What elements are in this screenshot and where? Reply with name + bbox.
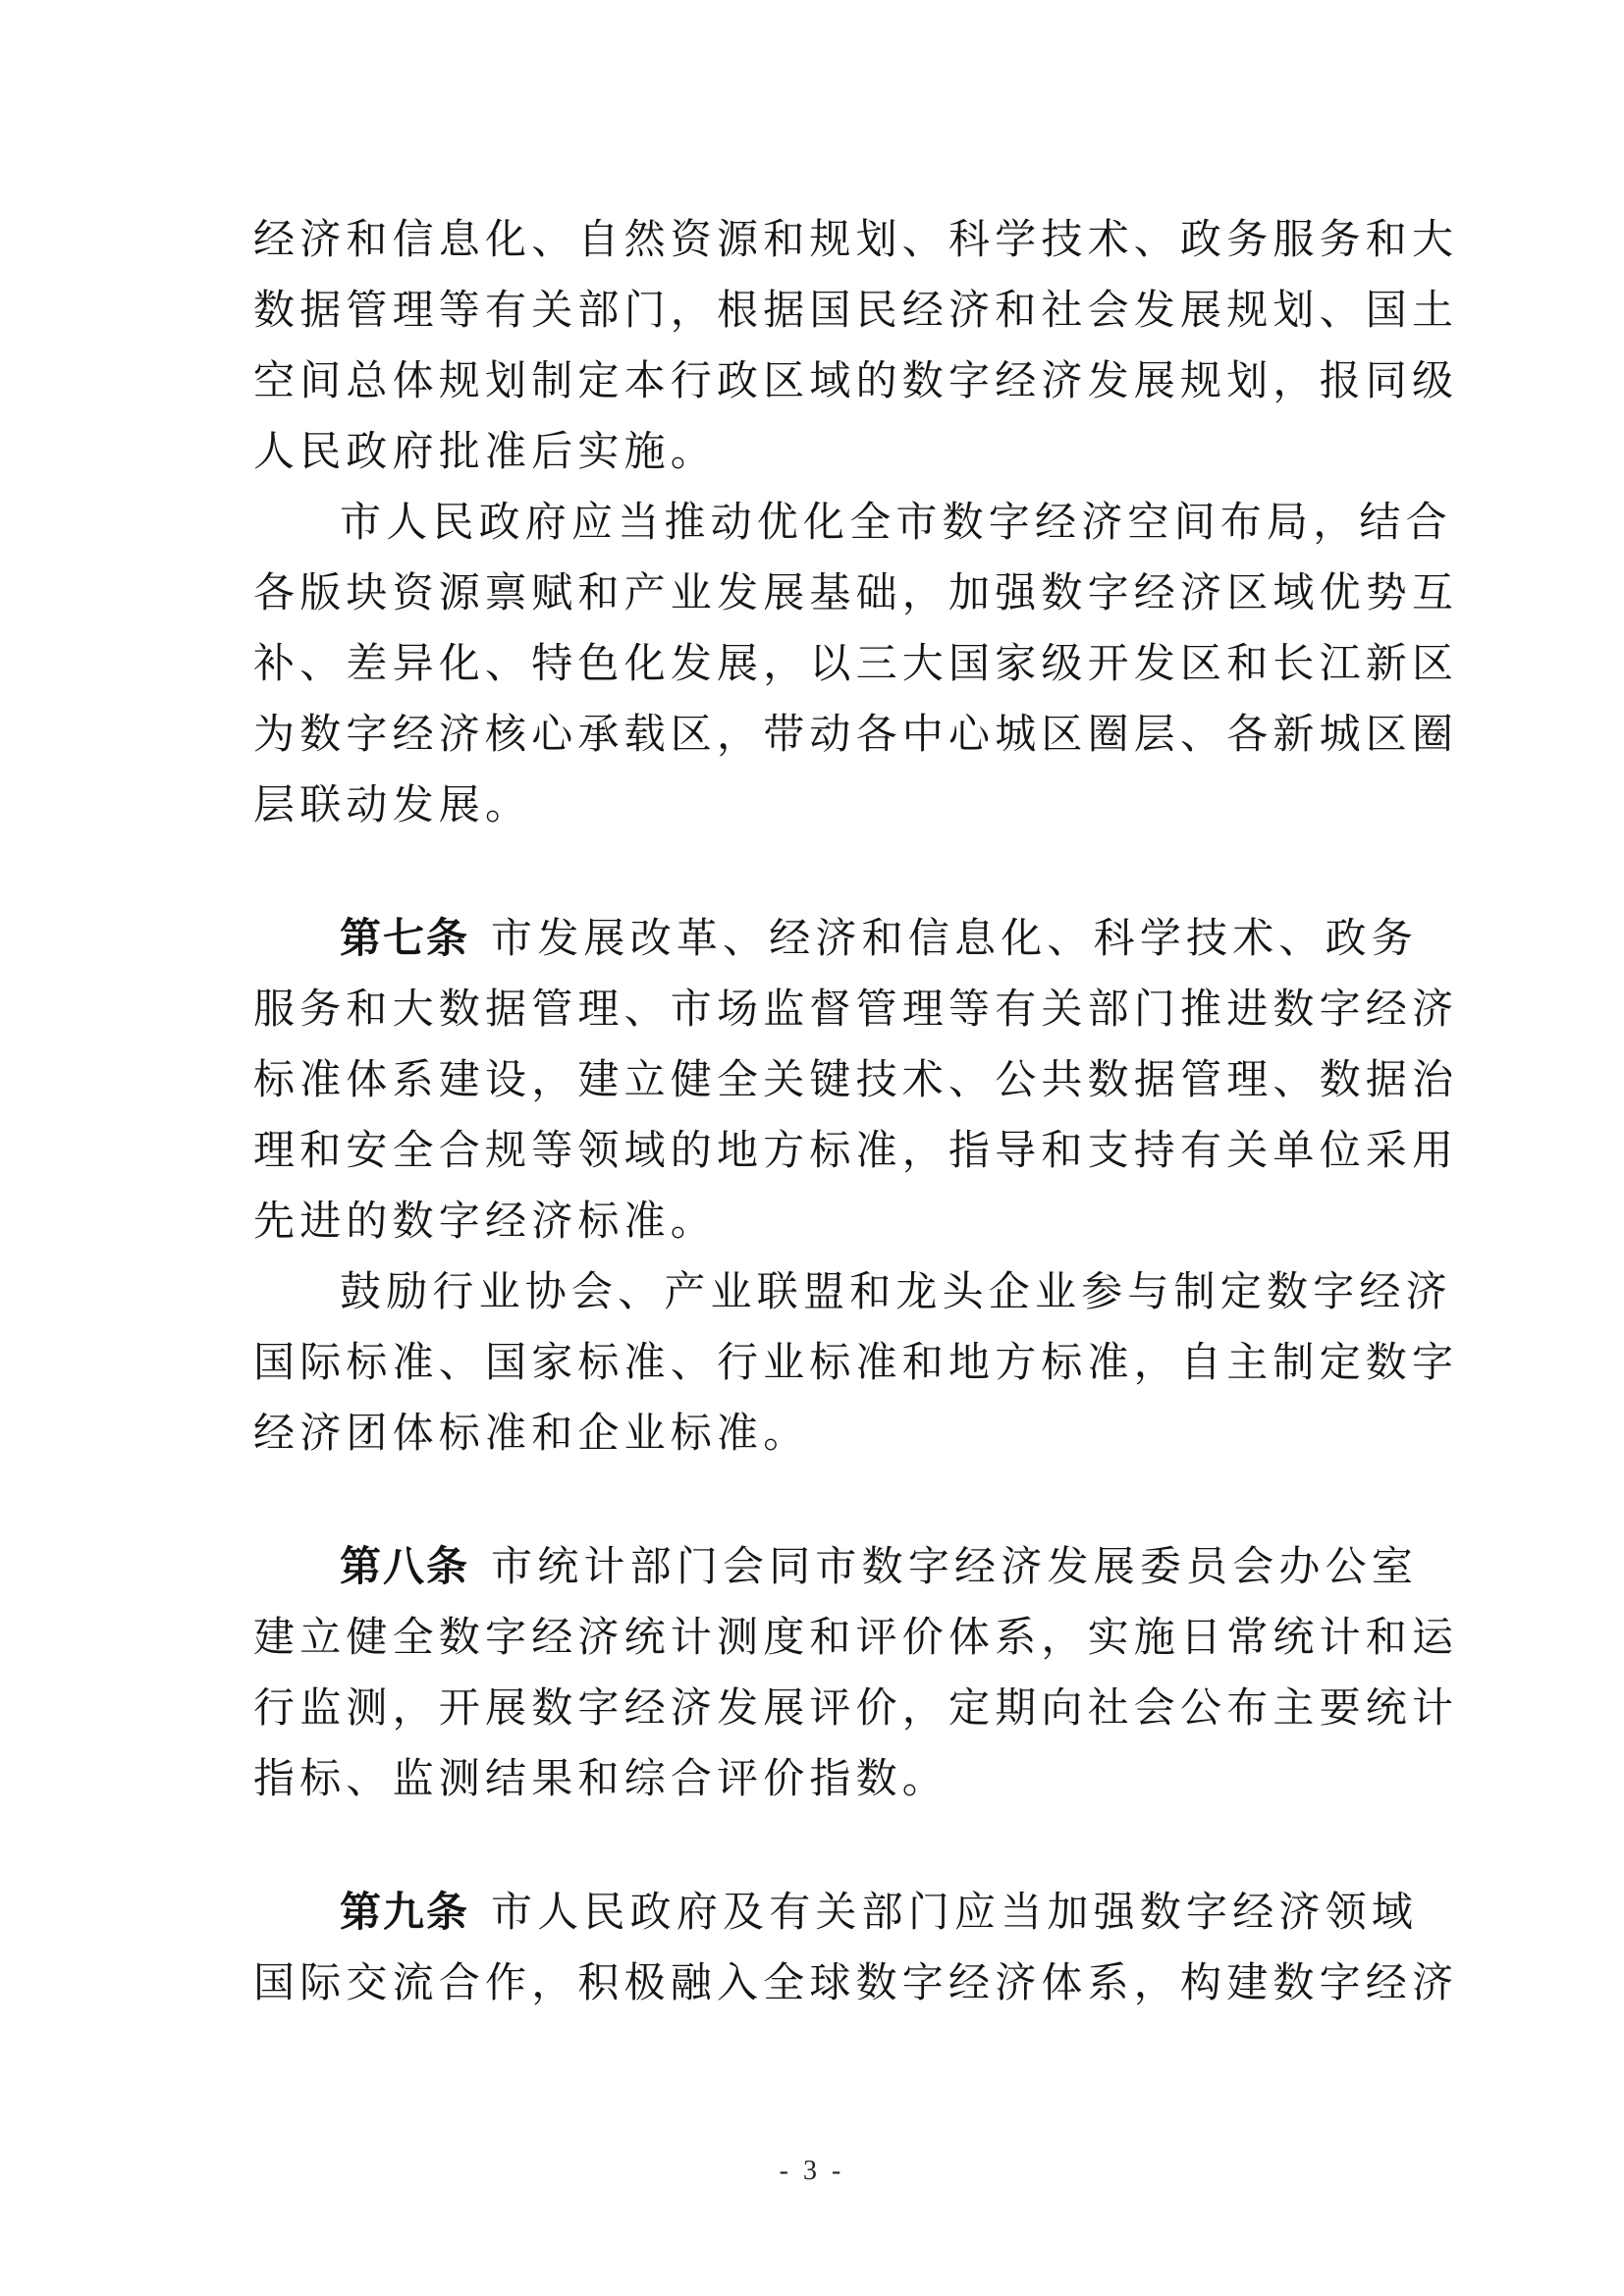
text-line: 空间总体规划制定本行政区域的数字经济发展规划，报同级 bbox=[253, 356, 1459, 404]
text-line: 服务和大数据管理、市场监督管理等有关部门推进数字经济 bbox=[253, 985, 1459, 1033]
text-line: 为数字经济核心承载区，带动各中心城区圈层、各新城区圈 bbox=[253, 710, 1459, 758]
article-label: 第八条 bbox=[340, 1542, 470, 1590]
text-line: 层联动发展。 bbox=[253, 780, 532, 828]
article-nine bbox=[253, 1877, 1459, 2018]
article-label: 第九条 bbox=[340, 1888, 470, 1936]
text-line: 行监测，开展数字经济发展评价，定期向社会公布主要统计 bbox=[253, 1683, 1459, 1732]
article-text: 市人民政府及有关部门应当加强数字经济领域 bbox=[491, 1888, 1419, 1936]
text-line: 先进的数字经济标准。 bbox=[253, 1197, 718, 1245]
text-line: 补、差异化、特色化发展，以三大国家级开发区和长江新区 bbox=[253, 639, 1459, 687]
paragraph bbox=[253, 204, 1459, 487]
article-text: 市统计部门会同市数字经济发展委员会办公室 bbox=[491, 1542, 1419, 1590]
text-line: 国际标准、国家标准、行业标准和地方标准，自主制定数字 bbox=[253, 1338, 1459, 1386]
article-eight bbox=[253, 1531, 1459, 1814]
article-gap bbox=[253, 1814, 1388, 1877]
text-line: 人民政府批准后实施。 bbox=[253, 427, 718, 475]
text-line: 数据管理等有关部门，根据国民经济和社会发展规划、国土 bbox=[253, 286, 1459, 334]
text-line: 鼓励行业协会、产业联盟和龙头企业参与制定数字经济 bbox=[340, 1267, 1452, 1315]
text-line: 标准体系建设，建立健全关键技术、公共数据管理、数据治 bbox=[253, 1055, 1459, 1103]
text-line: 理和安全合规等领域的地方标准，指导和支持有关单位采用 bbox=[253, 1126, 1459, 1174]
text-line: 经济和信息化、自然资源和规划、科学技术、政务服务和大 bbox=[253, 215, 1459, 263]
article-text: 市发展改革、经济和信息化、科学技术、政务 bbox=[491, 914, 1419, 962]
document-body bbox=[253, 204, 1459, 2018]
article-gap bbox=[253, 1468, 1388, 1531]
text-line bbox=[253, 1531, 1419, 1602]
page-number: - 3 - bbox=[779, 2156, 845, 2186]
text-line: 建立健全数字经济统计测度和评价体系，实施日常统计和运 bbox=[253, 1613, 1459, 1661]
text-line: 经济团体标准和企业标准。 bbox=[253, 1409, 810, 1457]
text-line bbox=[253, 903, 1419, 974]
text-line bbox=[253, 1877, 1419, 1948]
article-label: 第七条 bbox=[340, 914, 470, 962]
text-line: 指标、监测结果和综合评价指数。 bbox=[253, 1754, 949, 1802]
paragraph bbox=[253, 1256, 1459, 1468]
text-line: 各版块资源禀赋和产业发展基础，加强数字经济区域优势互 bbox=[253, 568, 1459, 616]
article-gap bbox=[253, 840, 1388, 903]
text-line: 国际交流合作，积极融入全球数字经济体系，构建数字经济 bbox=[253, 1958, 1459, 2006]
paragraph bbox=[253, 487, 1459, 840]
text-line: 市人民政府应当推动优化全市数字经济空间布局，结合 bbox=[340, 498, 1452, 546]
article-seven bbox=[253, 903, 1459, 1256]
